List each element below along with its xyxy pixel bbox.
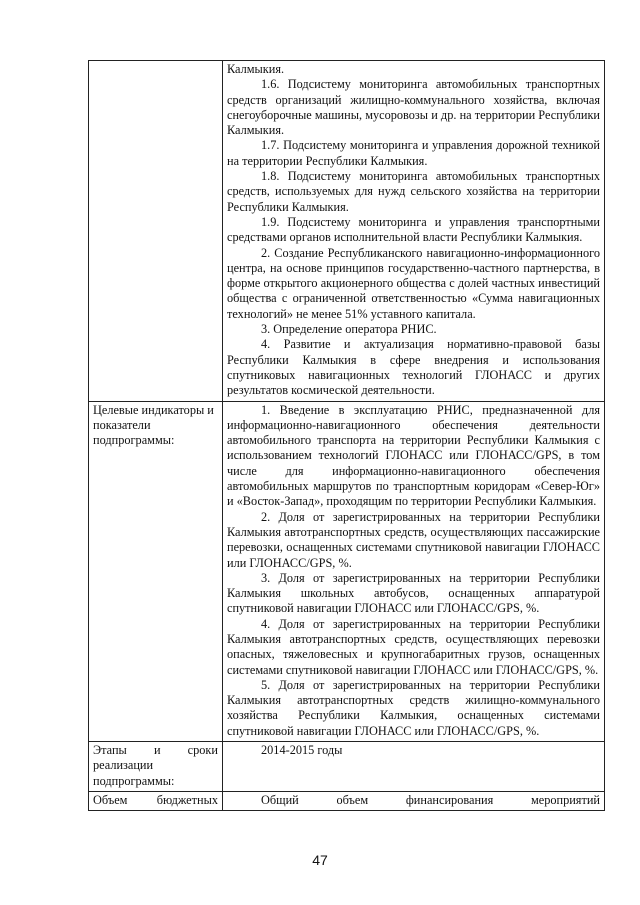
row-label-stages: Этапы и сроки реализации подпрограммы: [89,742,223,792]
paragraph: 3. Определение оператора РНИС. [261,322,437,337]
paragraph: 1. Введение в эксплуатацию РНИС, предназначенной для информационно-навигационного обеспечения деятельности автомобильного транспорта на территории Республики Калмыкия с использованием технологий ГЛОНАСС или ГЛОНАСС/GPS, в том числе для информационно-навигационного обеспечения автомобильных маршрутов по транспортным коридорам «Север-Юг» и «Восток-Запад», проходящим по территории Республики Калмыкия. [227,402,600,509]
paragraph: 3. Доля от зарегистрированных на территории Республики Калмыкия школьных автобусов, оснащенных аппаратурой спутниковой навигации ГЛОНАСС или ГЛОНАСС/GPS, %. [227,570,600,616]
paragraph: 2. Создание Республиканского навигационно-информационного центра, на основе принципов государственно-частного партнерства, в форме открытого акционерного общества с долей частных инвестиций общества с ограниченной ответственностью «Сумма навигационных технологий» не менее 51% уставного капитала. [227,245,600,321]
paragraph: 4. Доля от зарегистрированных на территории Республики Калмыкия автотранспортных средств, осуществляющих перевозки опасных, тяжеловесных и крупногабаритных грузов, оснащенных системами спутниковой навигации ГЛОНАСС или ГЛОНАСС/GPS, %. [227,616,600,677]
table-row [89,791,605,810]
stages-value: 2014-2015 годы [261,743,343,758]
budget-value: Общий объем финансирования мероприятий [261,792,600,807]
paragraph: 1.6. Подсистему мониторинга автомобильных транспортных средств организаций жилищно-коммунального хозяйства, включая снегоуборочные машины, мусоровозы и др. на территории Республики Калмыкия. [227,77,600,138]
paragraph: Калмыкия. [227,62,285,76]
row-label [89,61,223,402]
paragraph: 5. Доля от зарегистрированных на территории Республики Калмыкия автотранспортных средств жилищно-коммунального хозяйства Республики Калмыкия, оснащенных системами спутниковой навигации ГЛОНАСС или ГЛОНАСС/GPS, %. [227,677,600,738]
stages-cell [223,742,605,792]
table-row [89,401,605,742]
paragraph: 1.8. Подсистему мониторинга автомобильных транспортных средств, используемых для нужд сельского хозяйства на территории Республики Калмыкия. [227,169,600,214]
paragraph: 1.7. Подсистему мониторинга и управления дорожной техникой на территории Республики Калмыкия. [227,138,600,168]
paragraph: 2. Доля от зарегистрированных на территории Республики Калмыкия автотранспортных средств, осуществляющих пассажирские перевозки, оснащенных системами спутниковой навигации ГЛОНАСС или ГЛОНАСС/GPS, %. [227,509,600,570]
paragraph: 1.9. Подсистему мониторинга и управления транспортными средствами органов исполнительной власти Республики Калмыкия. [227,214,600,245]
target-indicators-cell [223,401,605,742]
paragraph: 4. Развитие и актуализация нормативно-правовой базы Республики Калмыкия в сфере внедрения и использования спутниковых навигационных технологий ГЛОНАСС и других результатов космической деятельности. [227,337,600,398]
budget-cell [223,791,605,810]
subprogram-passport-table [88,60,605,811]
table-row [89,742,605,792]
subprogram-tasks-cell [223,61,605,402]
row-label-target-indicators: Целевые индикаторы и показатели подпрограммы: [89,401,223,742]
row-label-budget: Объем бюджетных [89,791,223,810]
page-number: 47 [312,852,328,868]
table-row [89,61,605,402]
